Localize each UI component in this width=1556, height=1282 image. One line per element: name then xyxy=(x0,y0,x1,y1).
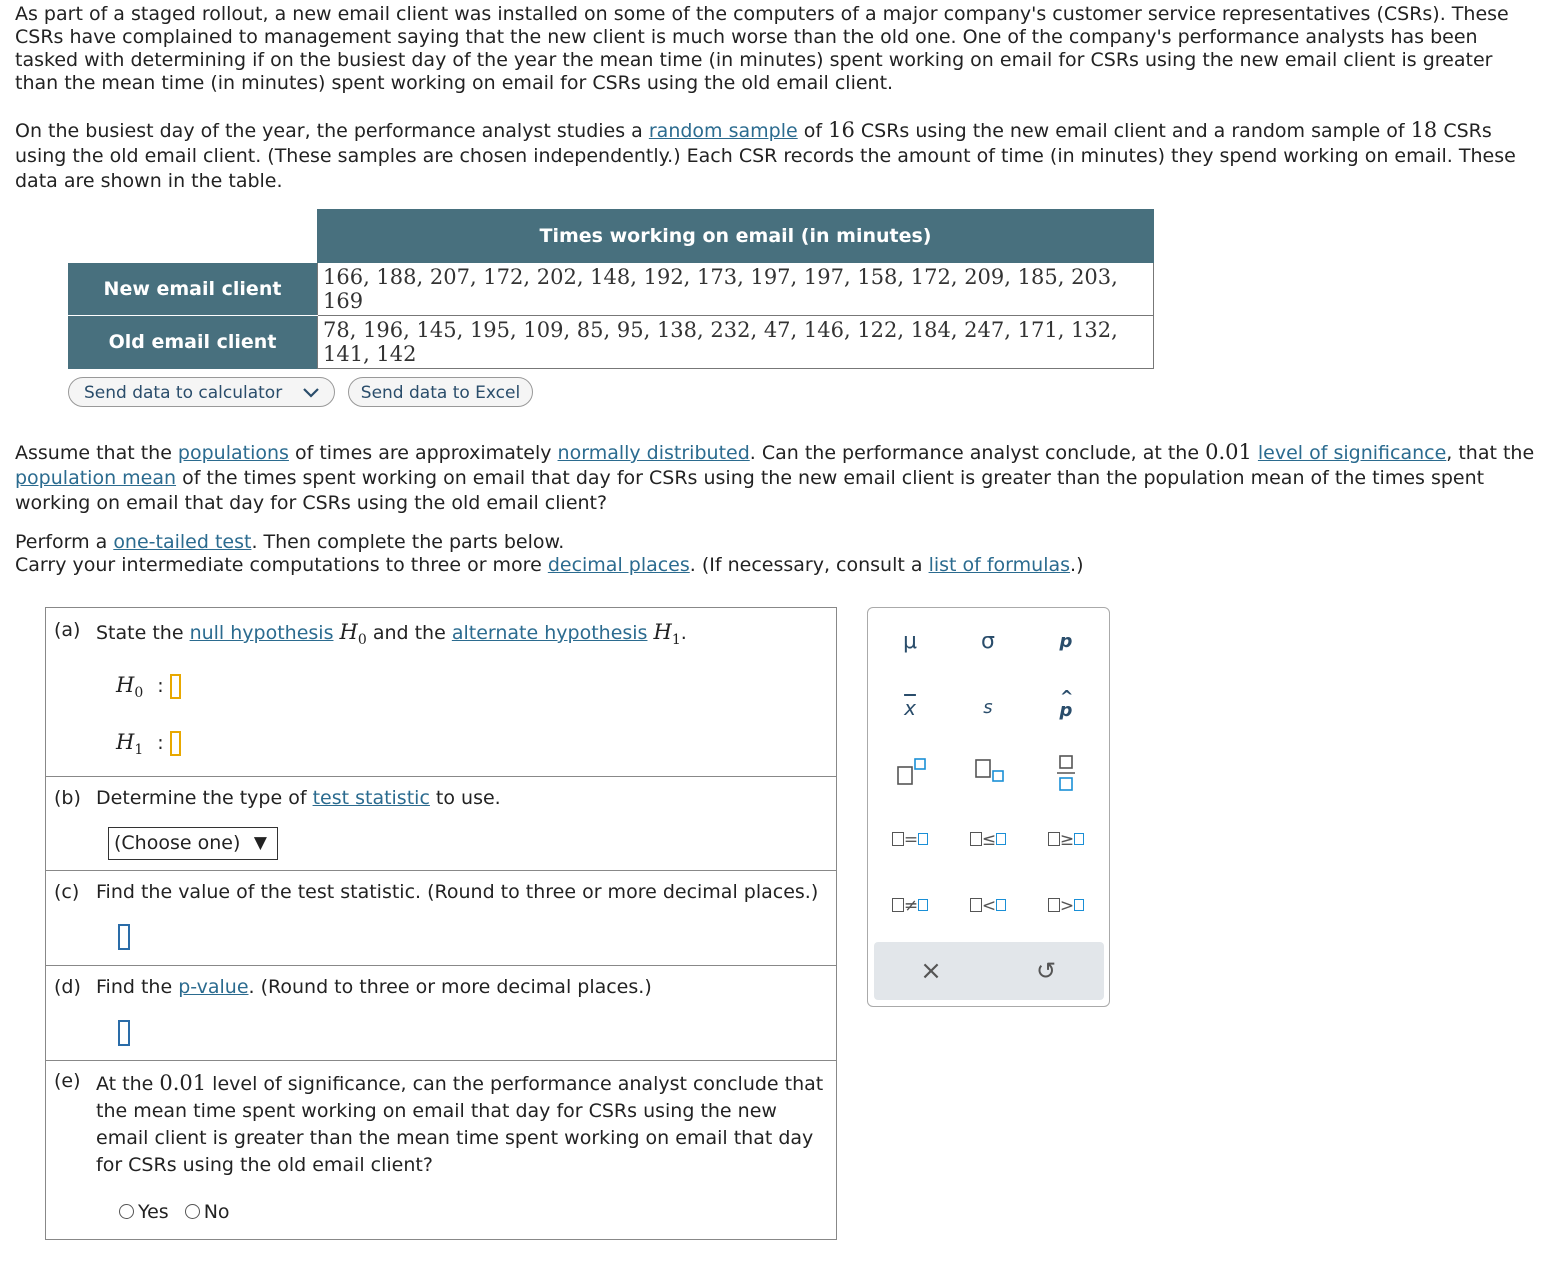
send-to-excel-button[interactable] xyxy=(348,377,533,407)
part-e xyxy=(46,1061,836,1239)
test-statistic-input[interactable] xyxy=(118,924,130,950)
greater-equal-key[interactable]: ≥ xyxy=(1036,819,1096,859)
part-c-label: (c) xyxy=(54,881,80,903)
part-d-label: (d) xyxy=(54,976,81,998)
normally-distributed-link[interactable]: normally distributed xyxy=(557,442,750,464)
xbar-key[interactable]: $\overline{x}$ xyxy=(904,696,916,720)
alpha-value: 0.01 xyxy=(1205,440,1252,464)
part-d xyxy=(46,966,836,1061)
part-b xyxy=(46,777,836,871)
list-of-formulas-link[interactable]: list of formulas xyxy=(928,554,1071,576)
clear-icon[interactable]: × xyxy=(920,956,942,986)
populations-link[interactable]: populations xyxy=(177,442,289,464)
superscript-icon xyxy=(890,754,930,788)
no-radio[interactable]: No xyxy=(185,1201,230,1223)
table-header: Times working on email (in minutes) xyxy=(318,210,1154,263)
subscript-key[interactable] xyxy=(958,754,1018,794)
p-value-input[interactable] xyxy=(118,1020,130,1046)
random-sample-link[interactable]: random sample xyxy=(648,120,798,142)
yes-radio-circle xyxy=(119,1204,134,1219)
decimal-places-link[interactable]: decimal places xyxy=(547,554,690,576)
row-label-old: Old email client xyxy=(68,316,318,369)
data-table xyxy=(68,209,1154,369)
row-values-new: 166, 188, 207, 172, 202, 148, 192, 173, 197, 197, 158, 172, 209, 185, 203, 169 xyxy=(318,263,1154,316)
h0-row: $H_0$ : xyxy=(116,673,181,701)
question-panel xyxy=(45,607,837,1240)
part-e-prompt: At the 0.01 level of significance, can the performance analyst conclude that the mean time spent working on email that day for CSRs using the new email client is greater than the mean time spent working on email that day for CSRs using the old email client? xyxy=(96,1071,824,1176)
phat-key[interactable]: ^ p xyxy=(1059,687,1074,721)
part-a xyxy=(46,608,836,777)
table-row xyxy=(68,263,1154,316)
table-row xyxy=(68,316,1154,369)
equals-key[interactable]: = xyxy=(880,819,940,859)
less-than-key[interactable]: < xyxy=(958,885,1018,925)
superscript-key[interactable] xyxy=(880,754,940,794)
symbol-palette xyxy=(867,607,1110,1007)
row-values-old: 78, 196, 145, 195, 109, 85, 95, 138, 232, 47, 146, 122, 184, 247, 171, 132, 141, 142 xyxy=(318,316,1154,369)
test-statistic-link[interactable]: test statistic xyxy=(312,787,430,809)
part-e-label: (e) xyxy=(54,1070,81,1092)
fraction-icon xyxy=(1046,754,1086,794)
part-a-prompt: State the null hypothesis $H_0$ and the alternate hypothesis $H_1$. xyxy=(96,620,687,649)
greater-than-key[interactable]: > xyxy=(1036,885,1096,925)
n-old: 18 xyxy=(1410,118,1438,142)
n-new: 16 xyxy=(828,118,855,142)
no-radio-circle xyxy=(185,1204,200,1219)
part-a-label: (a) xyxy=(54,619,81,641)
level-of-significance-link[interactable]: level of significance xyxy=(1257,442,1447,464)
not-equal-key[interactable]: ≠ xyxy=(880,885,940,925)
fraction-key[interactable] xyxy=(1036,754,1096,794)
p-value-link[interactable]: p-value xyxy=(178,976,249,998)
s-key[interactable]: s xyxy=(983,697,993,718)
sample-paragraph: On the busiest day of the year, the performance analyst studies a random sample of 16 CSRs using the new email client and a random sample of 18 CSRs using the old email client. (These samples are chosen independently.) Each CSR records the amount of time (in minutes) they spend working on email. These data are shown in the table. xyxy=(15,118,1516,192)
part-c xyxy=(46,871,836,966)
send-to-calculator-button[interactable] xyxy=(68,377,335,407)
sigma-key[interactable]: σ xyxy=(981,629,995,654)
h0-input[interactable] xyxy=(170,674,181,699)
assumption-paragraph: Assume that the populations of times are approximately normally distributed. Can the performance analyst conclude, at the 0.01 level of significance, that the population mean of the times spent working on email that day for CSRs using the new email client is greater than the population mean of the times spent working on email that day for CSRs using the old email client? xyxy=(15,440,1535,514)
h1-input[interactable] xyxy=(170,731,181,756)
send-to-excel-label: Send data to Excel xyxy=(360,383,521,403)
h1-symbol: $H_1$ xyxy=(116,730,144,759)
h0-symbol: $H_0$ xyxy=(116,673,144,702)
alternate-hypothesis-link[interactable]: alternate hypothesis xyxy=(451,622,648,644)
row-label-new: New email client xyxy=(68,263,318,316)
intro-paragraph: As part of a staged rollout, a new email client was installed on some of the computers of a major company's customer service representatives (CSRs). These CSRs have complained to management saying that the new client is much worse than the old one. One of the company's performance analysts has been tasked with determining if on the busiest day of the year the mean time (in minutes) spent working on email for CSRs using the new email client is greater than the mean time (in minutes) spent working on email for CSRs using the old email client. xyxy=(15,3,1509,94)
p-key[interactable]: p xyxy=(1059,631,1073,652)
instructions-paragraph: Perform a one-tailed test. Then complete the parts below. Carry your intermediate computations to three or more decimal places. (If necessary, consult a list of formulas.) xyxy=(15,531,1084,576)
dropdown-arrow-icon: ▼ xyxy=(253,833,267,853)
yes-radio[interactable]: Yes xyxy=(119,1201,169,1223)
one-tailed-test-link[interactable]: one-tailed test xyxy=(113,531,252,553)
send-to-calculator-label: Send data to calculator xyxy=(84,383,283,403)
chevron-down-icon xyxy=(303,388,319,398)
palette-action-bar xyxy=(874,942,1104,1000)
null-hypothesis-link[interactable]: null hypothesis xyxy=(189,622,334,644)
conclusion-options xyxy=(119,1201,230,1223)
h1-row: $H_1$ : xyxy=(116,730,181,758)
undo-icon[interactable]: ↺ xyxy=(1035,957,1057,985)
subscript-icon xyxy=(968,754,1008,788)
part-b-label: (b) xyxy=(54,787,81,809)
part-c-prompt: Find the value of the test statistic. (Round to three or more decimal places.) xyxy=(96,881,819,903)
population-mean-link[interactable]: population mean xyxy=(15,467,177,489)
part-b-prompt: Determine the type of test statistic to use. xyxy=(96,787,501,809)
test-statistic-select[interactable]: (Choose one) ▼ xyxy=(108,827,278,860)
less-equal-key[interactable]: ≤ xyxy=(958,819,1018,859)
mu-key[interactable]: μ xyxy=(903,629,917,654)
part-d-prompt: Find the p-value. (Round to three or more decimal places.) xyxy=(96,976,652,998)
